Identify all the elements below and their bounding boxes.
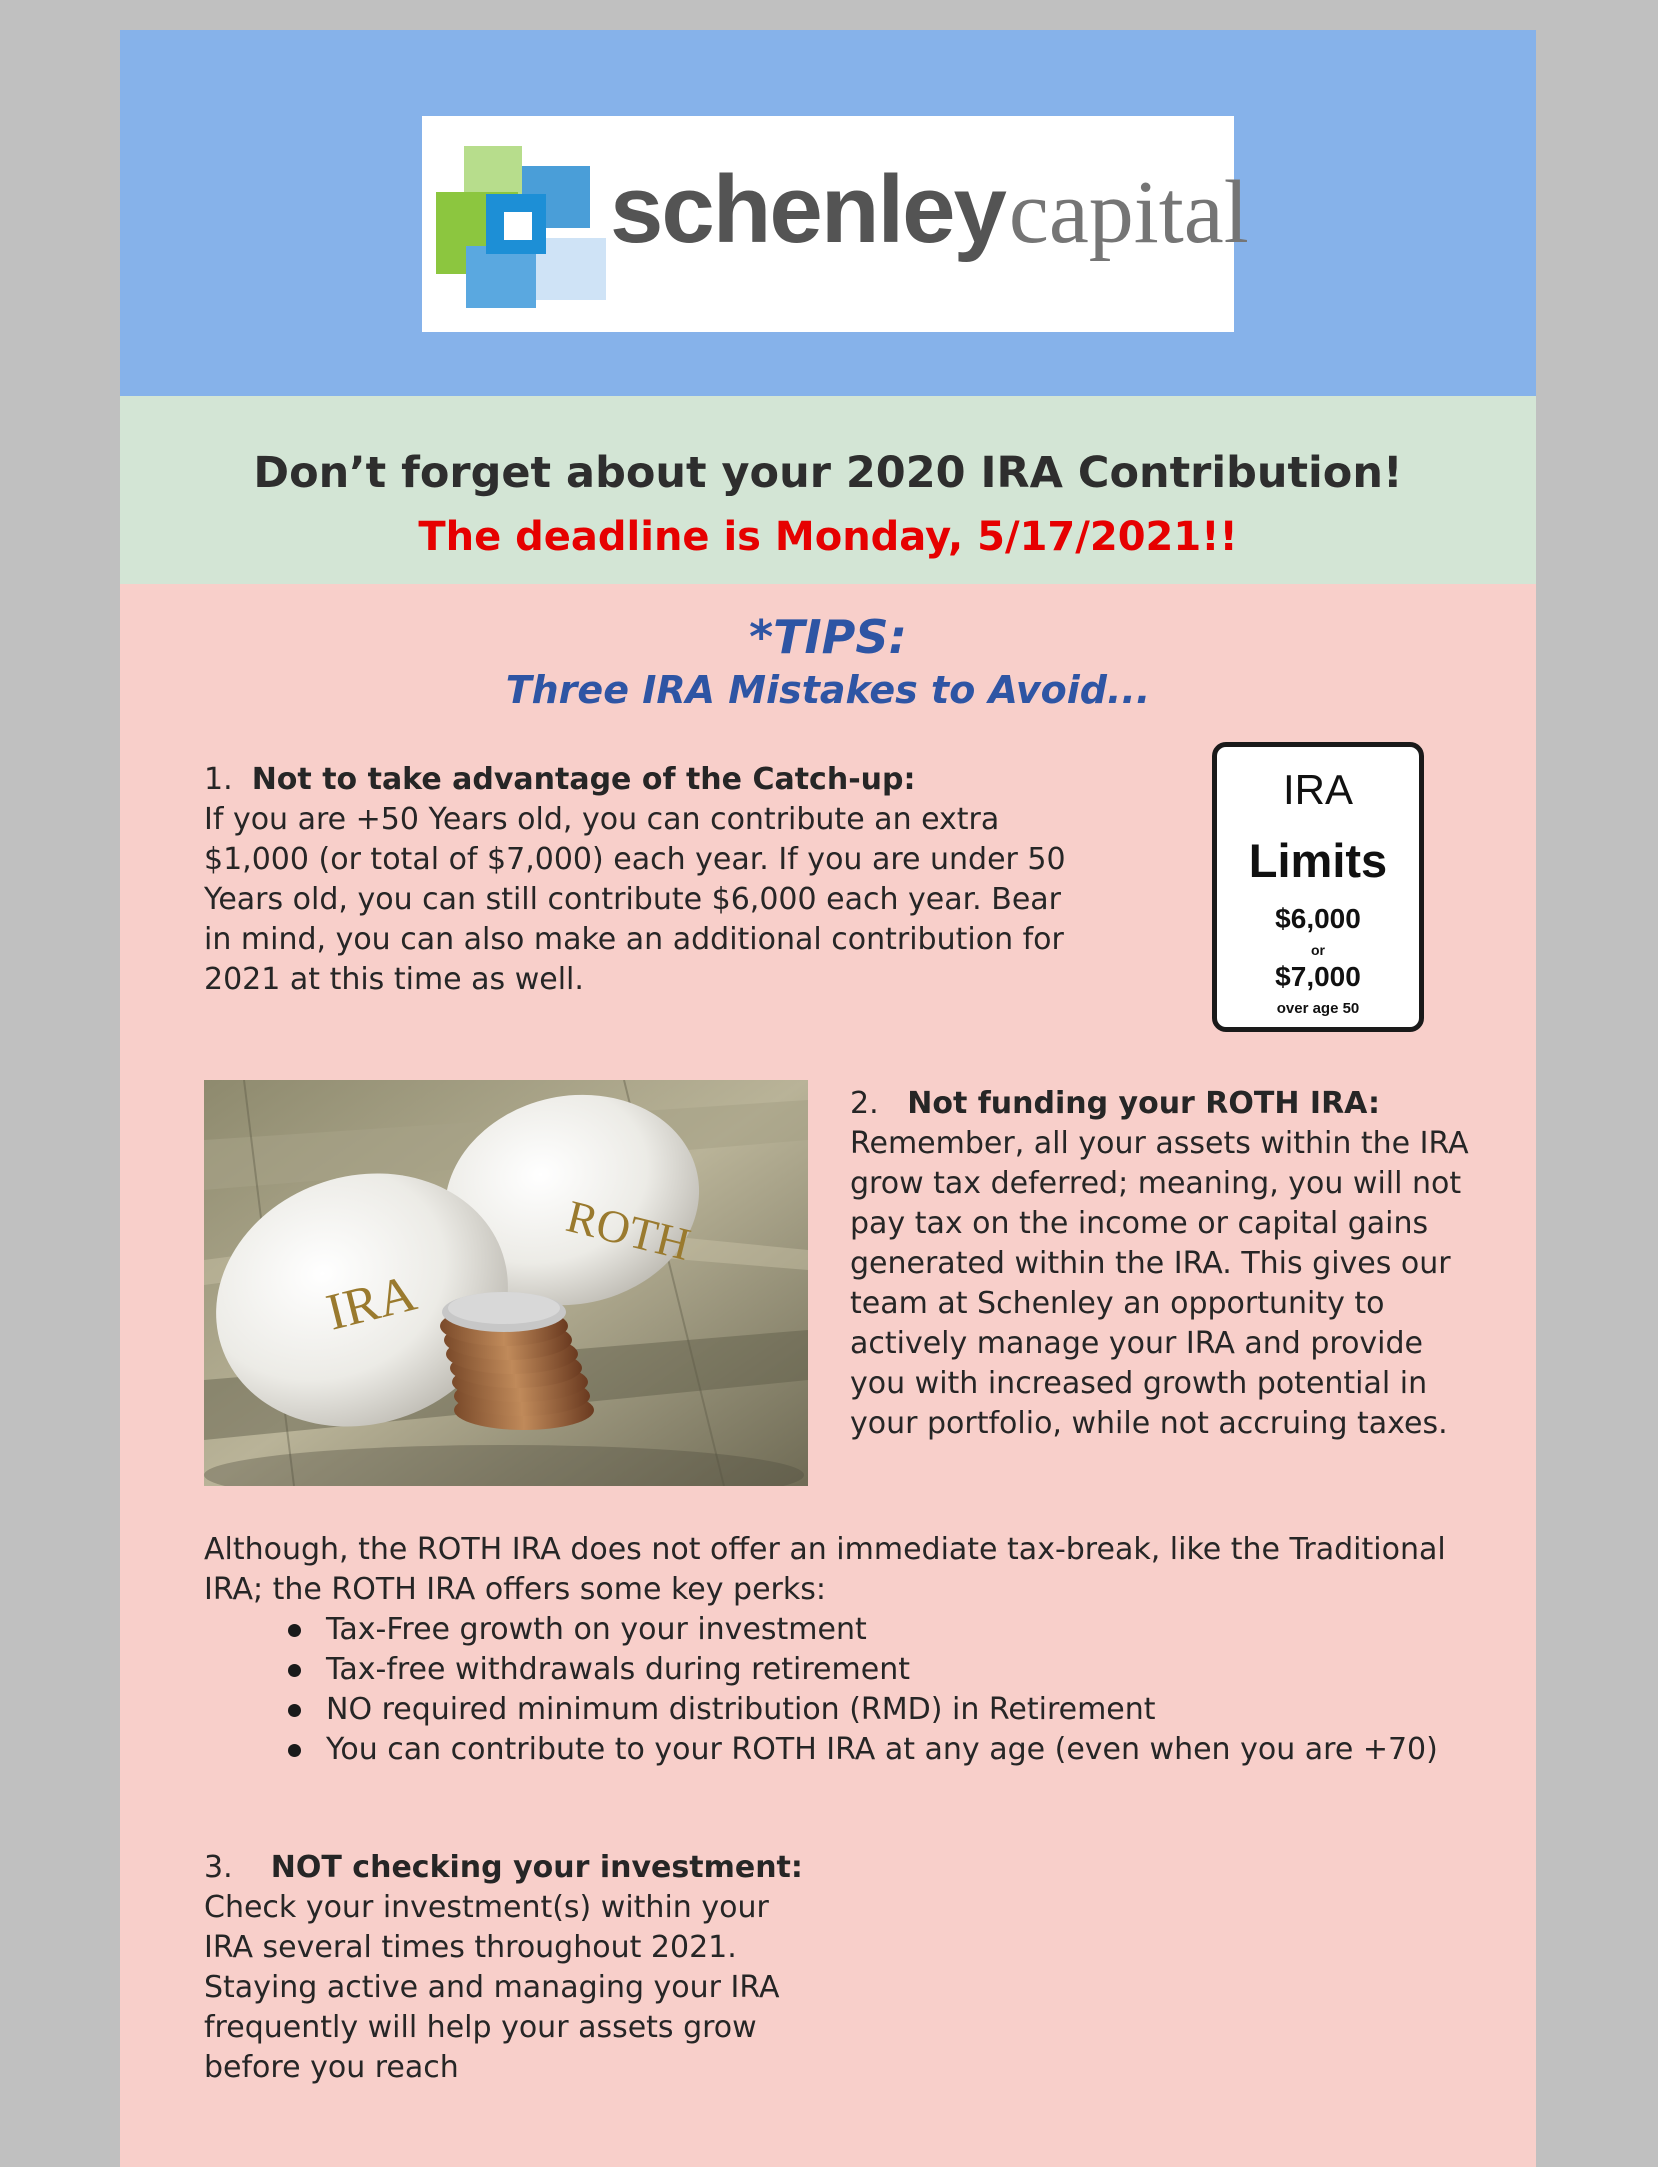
bullet-icon	[288, 1624, 301, 1637]
tip-2	[850, 1084, 1470, 1444]
logo-suffix-text: capital	[1008, 163, 1249, 262]
logo-mark-icon	[436, 138, 606, 308]
sign-value-1: $6,000	[1275, 903, 1361, 934]
list-item: Tax-free withdrawals during retirement	[286, 1650, 1486, 1690]
list-item: NO required minimum distribution (RMD) in Retirement	[286, 1690, 1486, 1730]
eggs-photo-illustration	[204, 1080, 808, 1486]
tip-1-heading	[204, 760, 1084, 800]
tip-1	[204, 760, 1084, 1000]
tip-1-number: 1.	[204, 762, 233, 797]
bullet-icon	[288, 1664, 301, 1677]
sign-value-2: $7,000	[1275, 961, 1361, 992]
tip-3	[204, 1848, 824, 2088]
tips-subtitle: Three IRA Mistakes to Avoid...	[505, 668, 1151, 712]
deadline-text: The deadline is Monday, 5/17/2021!!	[418, 514, 1238, 560]
roth-perks-intro: Although, the ROTH IRA does not offer an immediate tax-break, like the Traditional IRA; the ROTH IRA offers some key perks:	[204, 1532, 1446, 1607]
tip-1-title: Not to take advantage of the Catch-up:	[251, 762, 916, 797]
sign-or: or	[1311, 942, 1325, 958]
sign-line-2: Limits	[1248, 834, 1388, 887]
tip-1-body: If you are +50 Years old, you can contribute an extra $1,000 (or total of $7,000) each year. If you are under 50 Years old, you can still contribute $6,000 each year. Bear in mind, you can also make an additional contribution for 2021 at this time as well.	[204, 802, 1066, 997]
tip-3-body: Check your investment(s) within your IRA several times throughout 2021. Staying active and managing your IRA frequently will help your assets grow before you reach	[204, 1890, 780, 2085]
sign-note: over age 50	[1276, 1000, 1360, 1017]
ira-roth-eggs-photo	[204, 1080, 808, 1486]
egg-ira-label: IRA	[321, 1264, 422, 1342]
announcement-band	[120, 396, 1536, 584]
tips-title: *TIPS:	[749, 610, 907, 664]
logo	[422, 116, 1249, 332]
tip-2-heading	[850, 1084, 1470, 1124]
headline: Don’t forget about your 2020 IRA Contribution!	[253, 448, 1403, 498]
egg-roth-label: ROTH	[561, 1190, 696, 1270]
tip-2-title: Not funding your ROTH IRA:	[907, 1086, 1380, 1121]
header-banner	[120, 30, 1536, 396]
tip-2-number: 2.	[850, 1086, 879, 1121]
tip-2-body: Remember, all your assets within the IRA grow tax deferred; meaning, you will not pay tax on the income or capital gains generated within the IRA. This gives our team at Schenley an opportunity to actively manage your IRA and provide you with increased growth potential in your portfolio, while not accruing taxes.	[850, 1126, 1469, 1441]
roth-perks-list	[286, 1610, 1486, 1770]
newsletter-page	[120, 30, 1536, 2167]
logo-brand-text: schenley	[610, 156, 1005, 263]
ira-limits-sign	[1212, 742, 1424, 1032]
tip-3-title: NOT checking your investment:	[270, 1850, 803, 1885]
bullet-icon	[288, 1744, 301, 1757]
list-item: Tax-Free growth on your investment	[286, 1610, 1486, 1650]
tip-3-heading	[204, 1848, 824, 1888]
sign-line-1: IRA	[1282, 766, 1353, 813]
list-item: You can contribute to your ROTH IRA at any age (even when you are +70)	[286, 1730, 1486, 1770]
bullet-icon	[288, 1704, 301, 1717]
logo-wordmark	[610, 156, 1249, 263]
tip-3-number: 3.	[204, 1850, 233, 1885]
